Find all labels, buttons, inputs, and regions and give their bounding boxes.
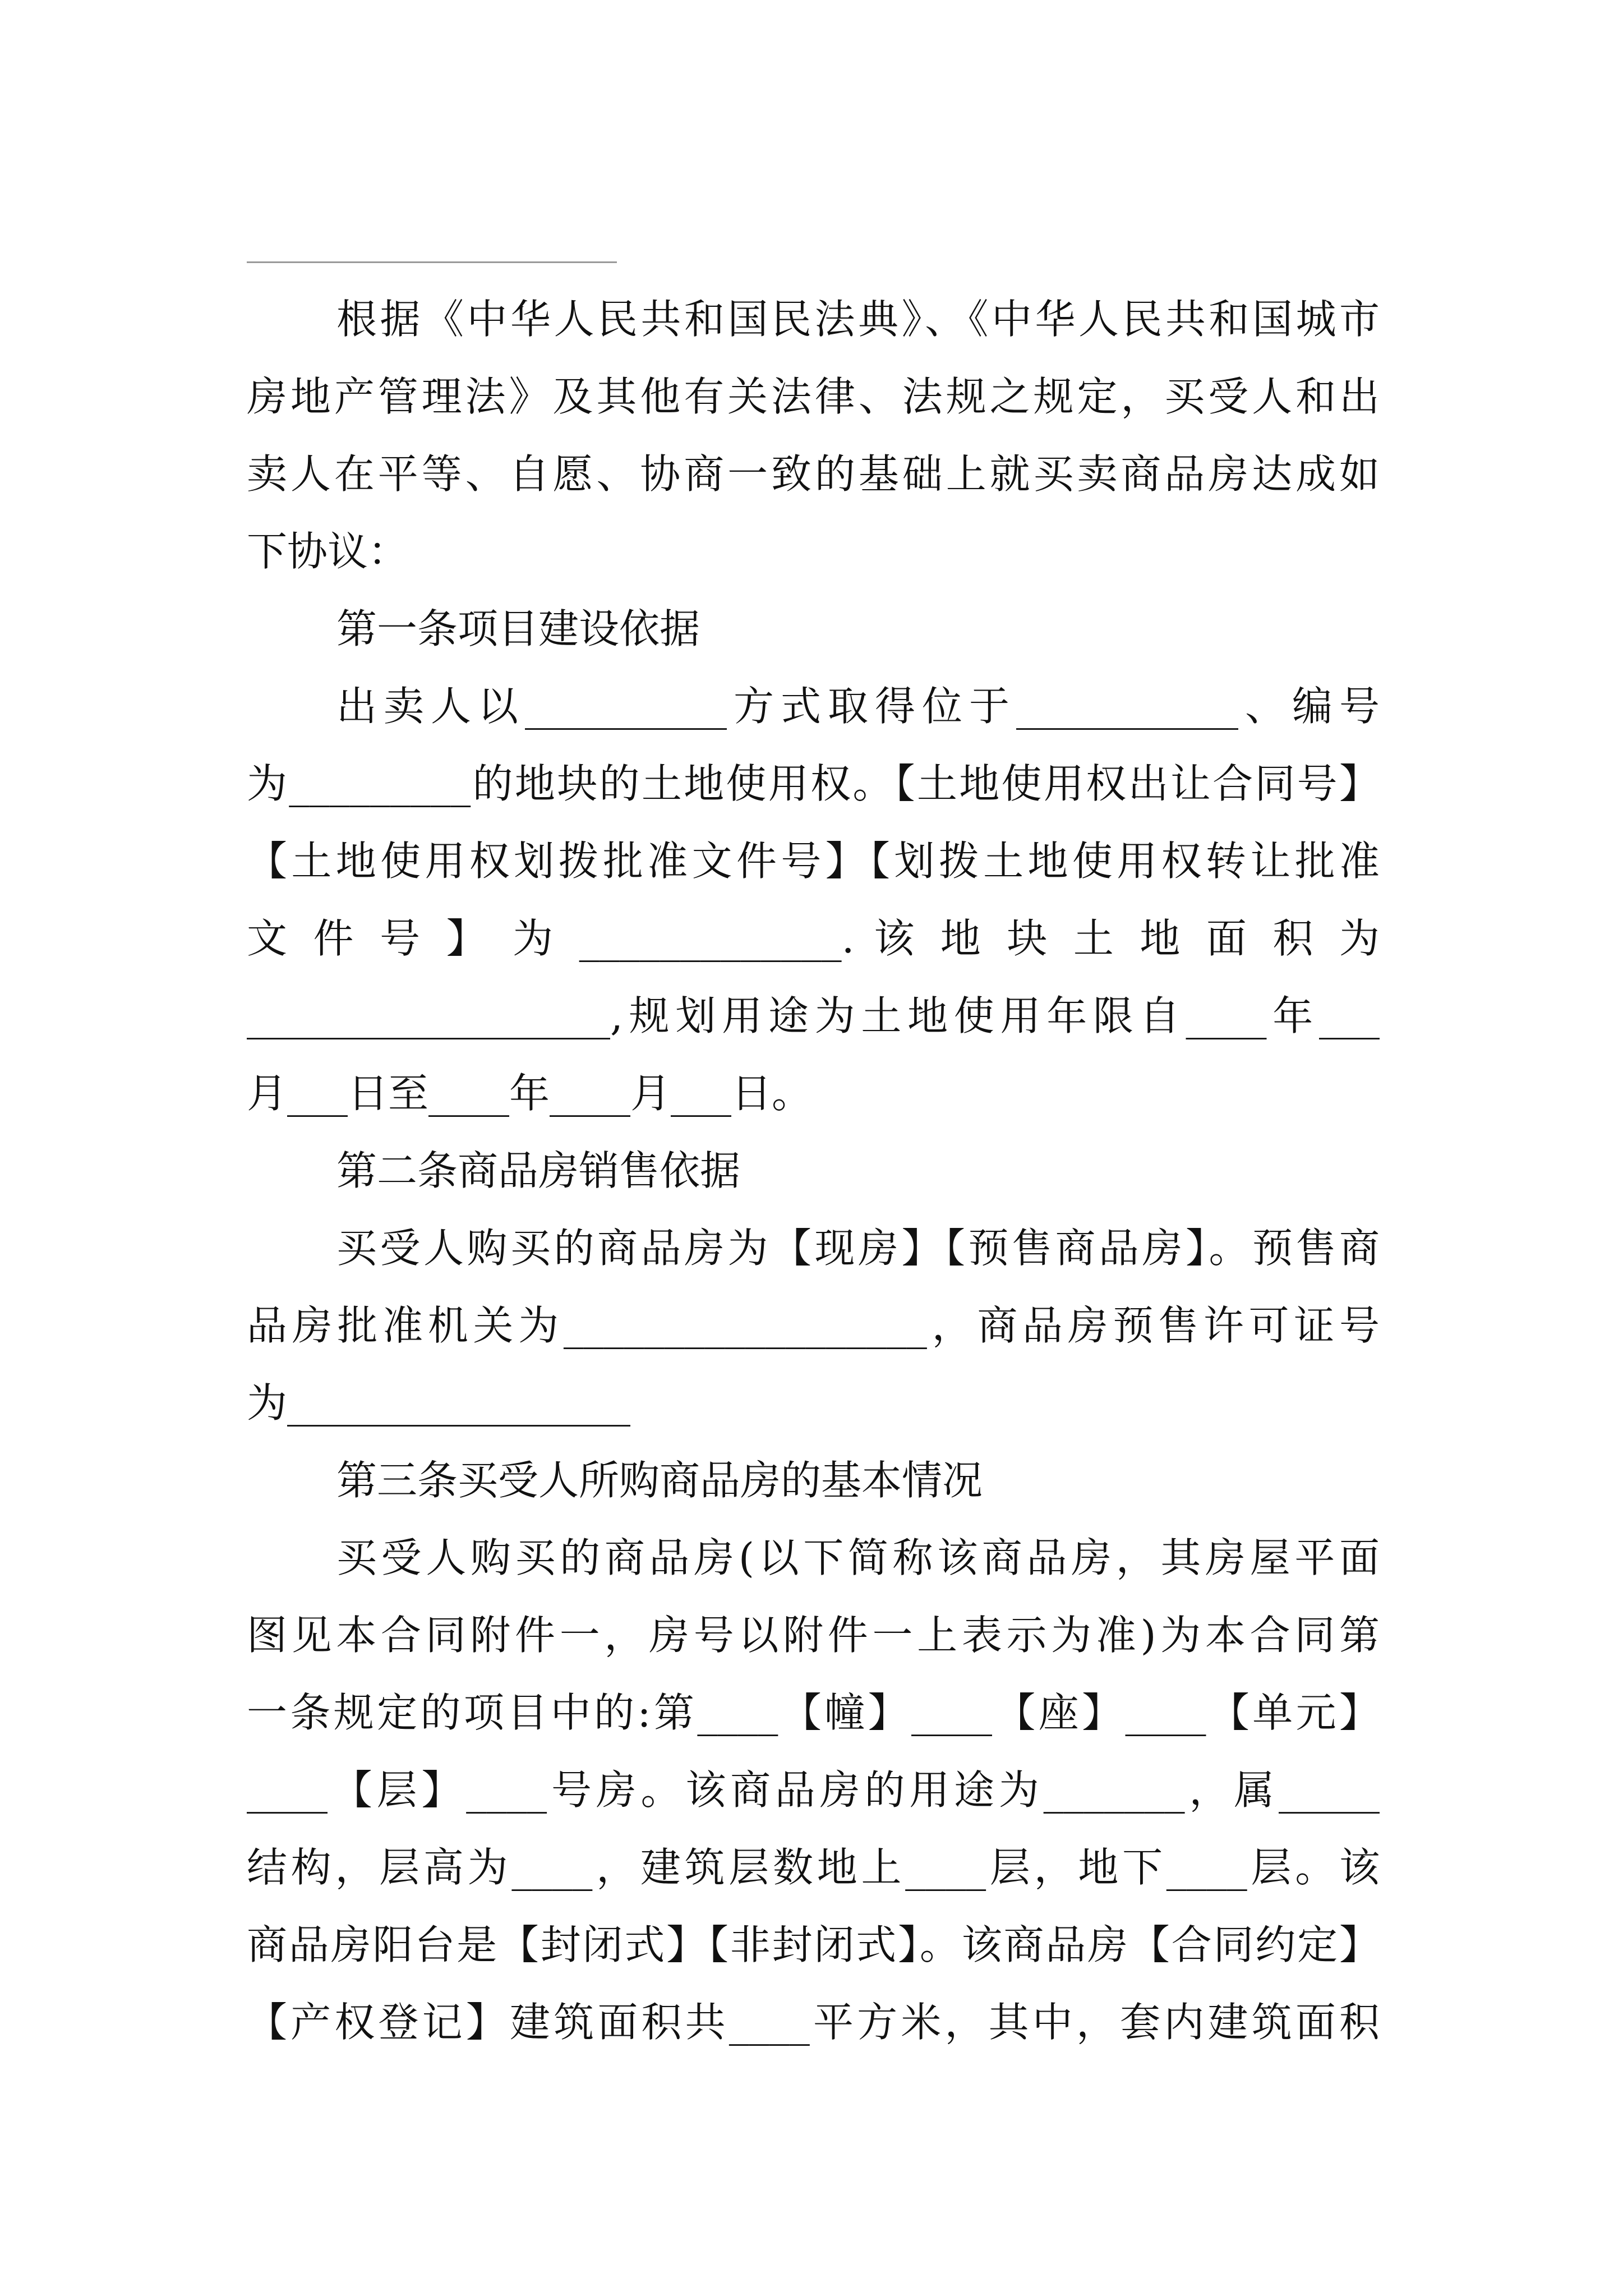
text-line: 商品房阳台是【封闭式】【非封闭式】。该商品房【合同约定】	[247, 1921, 1380, 1968]
text-line: 为_________________	[247, 1379, 630, 1427]
text-line: 品房批准机关为__________________，商品房预售许可证号	[247, 1302, 1380, 1349]
contract-body	[247, 280, 1380, 2061]
text-line: 月___日至____年____月___日。	[247, 1070, 813, 1117]
text-line: 下协议：	[247, 528, 409, 575]
text-line: 图见本合同附件一，房号以附件一上表示为准)为本合同第	[247, 1612, 1380, 1659]
text-line: 房地产管理法》及其他有关法律、法规之规定，买受人和出	[247, 373, 1380, 420]
text-line: 买受人购买的商品房(以下简称该商品房，其房屋平面	[336, 1534, 1380, 1581]
text-line: ____【层】____号房。该商品房的用途为_______，属_____	[247, 1766, 1380, 1814]
text-line: 一条规定的项目中的:第____【幢】____【座】____【单元】	[247, 1689, 1380, 1736]
text-line: __________________,规划用途为土地使用年限自____年___	[247, 992, 1380, 1039]
text-line: 【产权登记】建筑面积共____平方米，其中，套内建筑面积	[247, 1999, 1380, 2046]
text-line: 买受人购买的商品房为【现房】【预售商品房】。预售商	[336, 1225, 1380, 1272]
header-rule	[247, 261, 617, 263]
text-line: 【土地使用权划拨批准文件号】【划拨土地使用权转让批准	[247, 838, 1380, 885]
text-line: 卖人在平等、自愿、协商一致的基础上就买卖商品房达成如	[247, 450, 1380, 498]
text-line: 第三条买受人所购商品房的基本情况	[336, 1457, 983, 1504]
text-line: 第二条商品房销售依据	[336, 1147, 741, 1194]
text-line: 结构，层高为____，建筑层数地上____层，地下____层。该	[247, 1844, 1380, 1891]
text-line: 出卖人以__________方式取得位于___________、编号	[336, 683, 1380, 730]
text-line: 根据《中华人民共和国民法典》、《中华人民共和国城市	[336, 296, 1380, 343]
text-line: 文 件 号 】 为 _____________. 该 地 块 土 地 面 积 为	[247, 915, 1380, 962]
text-line: 为_________的地块的土地使用权。【土地使用权出让合同号】	[247, 760, 1380, 807]
text-line: 第一条项目建设依据	[336, 605, 700, 652]
